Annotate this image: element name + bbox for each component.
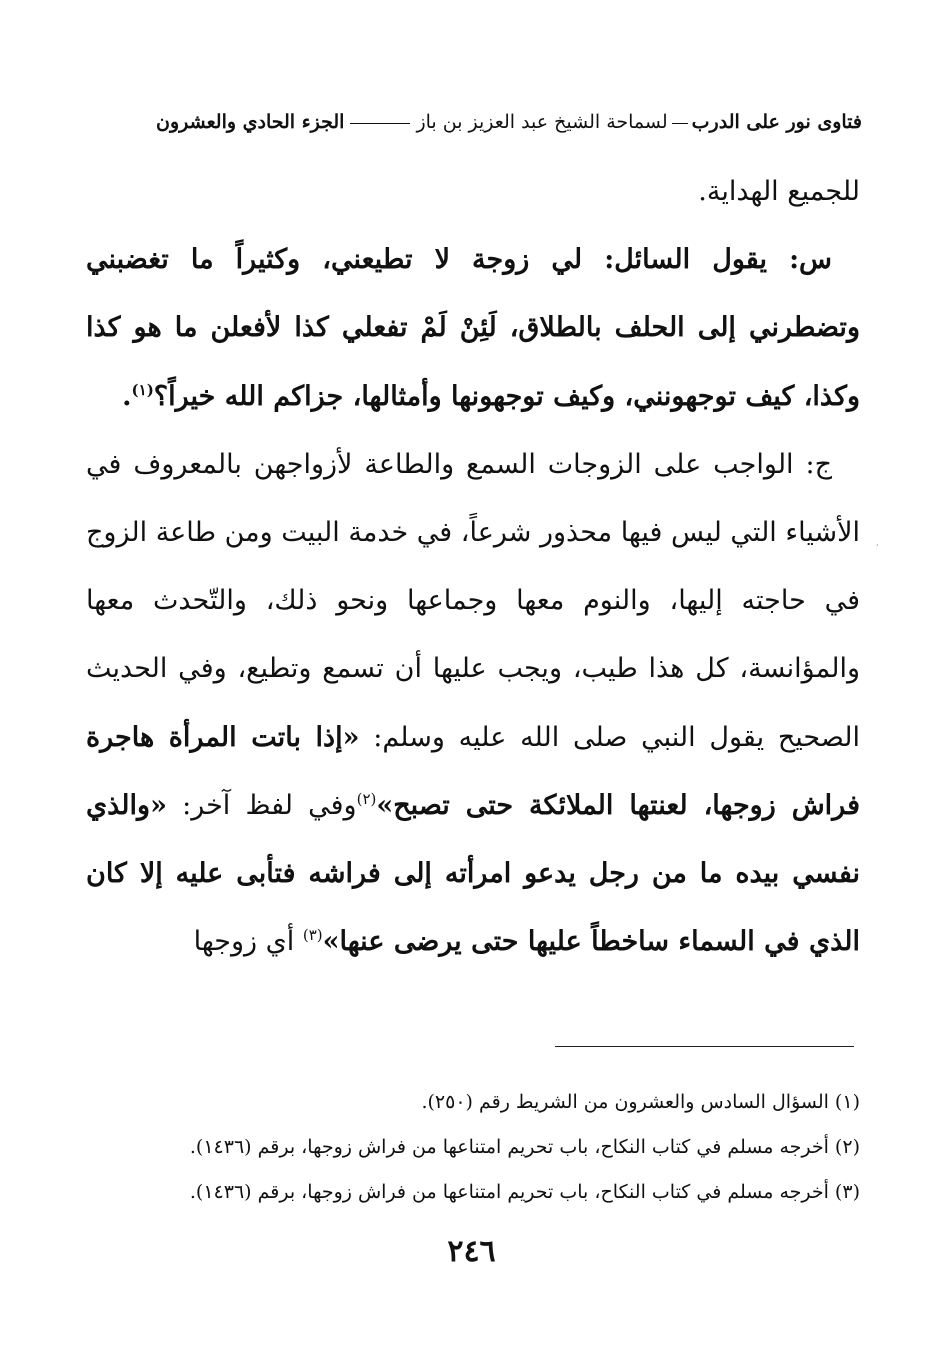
question-paragraph [86,226,860,431]
header-author: لسماحة الشيخ عبد العزيز بن باز [416,111,668,133]
question-end: . [122,380,132,412]
hadith-quote-1: «إذا باتت المرأة هاجرة فراش زوجها، لعنتها الملائكة حتى تصبح» [86,721,860,821]
page-number: ٢٤٦ [447,1234,496,1269]
footnote-ref-3: (٣) [302,926,323,945]
answer-text-part1: ج: الواجب على الزوجات السمع والطاعة لأزواجهن بالمعروف في الأشياء التي ليس فيها محذور شرعاً، في خدمة البيت ومن طاعة الزوج في حاجته إليها، والنوم معها وجماعها ونحو ذلك، والتّحدث معها والمؤانسة، كل هذا طيب، ويجب عليها أن تسمع وتطيع، وفي الحديث الصحيح يقول النبي صلى الله عليه وسلم: [86,448,861,753]
question-label: س: [766,244,832,276]
header-separator-long [350,123,410,124]
running-header [82,104,862,140]
header-separator [672,123,688,124]
answer-text-part2: وفي لفظ آخر: [166,789,357,821]
hadith-quote-2: «والذي نفسي بيده ما من رجل يدعو امرأته إلى فراشه فتأبى عليه إلا كان الذي في السماء ساخطاً عليها حتى يرضى عنها» [86,789,860,958]
footnote-3: (٣) أخرجه مسلم في كتاب النكاح، باب تحريم امتناعها من فراش زوجها، برقم (١٤٣٦). [189,1181,860,1203]
question-text: يقول السائل: لي زوجة لا تطيعني، وكثيراً ما تغضبني وتضطرني إلى الحلف بالطلاق، لَئِنْ لَمْ تفعلي كذا لأفعلن ما هو كذا وكذا، كيف توجهونني، وكيف توجهونها وأمثالها، جزاكم الله خيراً؟ [86,244,860,412]
footnote-ref-2: (٢) [356,789,377,808]
footnote-ref-1: (١) [131,380,154,399]
stray-dot: · [876,541,879,550]
header-volume: الجزء الحادي والعشرون [156,111,345,133]
continuation-text: للجميع الهداية. [698,176,860,207]
header-book-title: فتاوى نور على الدرب [691,111,862,133]
answer-text-part3: أي زوجها [193,926,303,958]
answer-paragraph [86,431,860,977]
footnote-2: (٢) أخرجه مسلم في كتاب النكاح، باب تحريم امتناعها من فراش زوجها، برقم (١٤٣٦). [189,1136,860,1158]
footnote-divider [555,1046,854,1047]
main-text [86,158,860,976]
continuation-line [86,158,860,226]
footnote-1: (١) السؤال السادس والعشرون من الشريط رقم (٢٥٠). [421,1091,860,1113]
footnotes [86,1080,860,1215]
